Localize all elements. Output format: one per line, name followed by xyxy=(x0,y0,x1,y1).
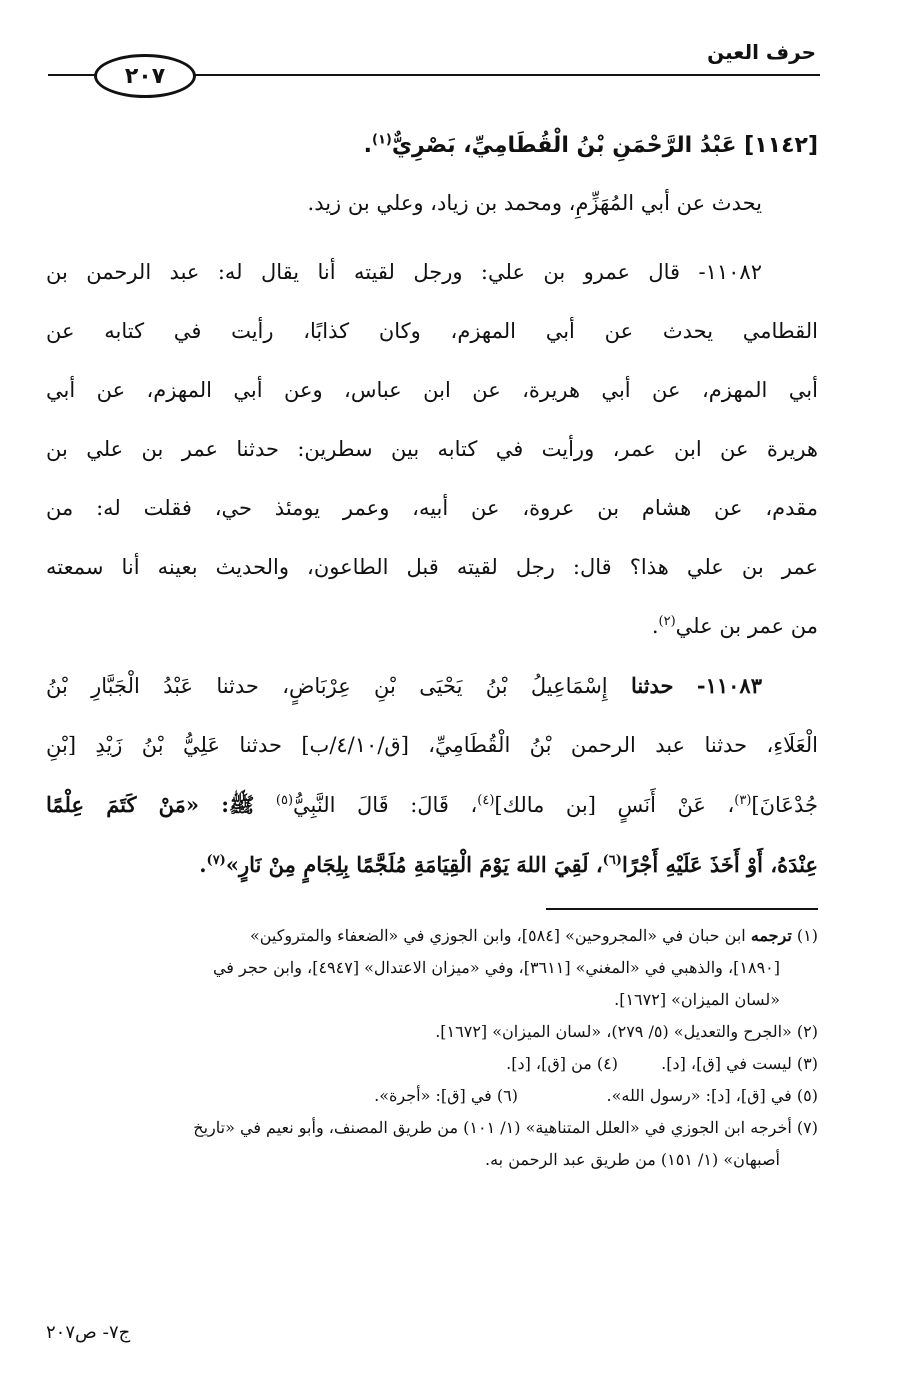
footnote-1-cont: [١٨٩٠]، والذهبي في «المغني» [٣٦١١]، وفي «ميزان الاعتدال» [٤٩٤٧]، وابن حجر في xyxy=(212,958,780,977)
footnote-1: (١) ترجمه ابن حبان في «المجروحين» [٥٨٤]، وابن الجوزي في «الضعفاء والمتروكين» xyxy=(249,926,818,945)
main-text xyxy=(46,118,818,894)
footnote-ref-4[interactable]: (٤) xyxy=(477,793,495,808)
footnote-5: (٥) في [ق]، [د]: «رسول الله». xyxy=(606,1086,818,1105)
text-line: من عمر بن علي$^{(٢)}$. xyxy=(651,614,818,638)
footnote-ref-6[interactable]: (٦) xyxy=(602,853,622,868)
text-line: هريرة عن ابن عمر، ورأيت في كتابه بين سطرين: حدثنا عمر بن علي بن xyxy=(46,437,818,461)
footnote-ref-2[interactable]: (٢) xyxy=(658,614,676,629)
footnote-ref-5[interactable]: (٥) xyxy=(275,793,294,808)
text-line: ١١٠٨٣- حدثنا إِسْمَاعِيلُ بْنُ يَحْيَى بْنِ عِرْبَاضٍ، حدثنا عَبْدُ الْجَبَّارِ بْنُ xyxy=(46,673,762,698)
entry-heading: [١١٤٢] عَبْدُ الرَّحْمَنِ بْنُ الْقُطَامِيِّ، بَصْرِيٌّ$^{(١)}$. xyxy=(363,132,818,158)
text-line: القطامي يحدث عن أبي المهزم، وكان كذابًا، رأيت في كتابه عن xyxy=(46,319,818,343)
page-number: ٢٠٧ xyxy=(124,63,166,89)
text-line: جُدْعَانَ]$^{(٣)}$، عَنْ أَنَسٍ [بن مالك]$^{(٤)}$، قَالَ: قَالَ النَّبِيُّ$^{(٥)}$ ﷺ: «مَنْ كَتَمَ عِلْمًا xyxy=(46,792,818,817)
text-line: الْعَلَاءِ، حدثنا عبد الرحمن بْنُ الْقُطَامِيِّ، [ق/٤/١٠/ب] حدثنا عَلِيُّ بْنُ زَيْدِ [بْنِ xyxy=(46,733,818,757)
footnote-rule xyxy=(546,908,818,910)
footnote-ref-1[interactable]: (١) xyxy=(372,132,392,148)
volume-page-mark: ج٧- ص٢٠٧ xyxy=(46,1322,131,1343)
footnote-row xyxy=(46,1048,818,1080)
footnote-3: (٣) ليست في [ق]، [د]. xyxy=(661,1054,818,1073)
footnote-ref-7[interactable]: (٧) xyxy=(206,853,226,868)
footnote-2: (٢) «الجرح والتعديل» (٥/ ٢٧٩)، «لسان الميزان» [١٦٧٢]. xyxy=(435,1022,818,1041)
text-line: عِنْدَهُ، أَوْ أَخَذَ عَلَيْهِ أَجْرًا$^{(٦)}$، لَقِيَ اللهَ يَوْمَ الْقِيَامَةِ مُلَجَّمًا بِلِجَامٍ مِنْ نَارٍ»$^{(٧)}$. xyxy=(199,852,818,877)
footnote-7-cont: أصبهان» (١/ ١٥١) من طريق عبد الرحمن به. xyxy=(485,1150,780,1169)
footnote-7: (٧) أخرجه ابن الجوزي في «العلل المتناهية» (١/ ١٠١) من طريق المصنف، وأبو نعيم في «تاريخ xyxy=(193,1118,818,1137)
footnote-6: (٦) في [ق]: «أجرة». xyxy=(374,1086,518,1105)
text-line: ١١٠٨٢- قال عمرو بن علي: ورجل لقيته أنا يقال له: عبد الرحمن بن xyxy=(46,260,762,284)
footnote-1-cont: «لسان الميزان» [١٦٧٢]. xyxy=(614,990,780,1009)
section-title: حرف العين xyxy=(707,40,816,64)
hadith-11082 xyxy=(46,243,818,656)
hadith-11083 xyxy=(46,656,818,894)
text-line: أبي المهزم، عن أبي هريرة، عن ابن عباس، وعن أبي المهزم، عن أبي xyxy=(46,378,818,402)
text-line: عمر بن علي هذا؟ قال: رجل لقيته قبل الطاعون، والحديث بعينه أنا سمعته xyxy=(46,555,818,579)
footnote-row xyxy=(46,1080,818,1112)
footnote-ref-3[interactable]: (٣) xyxy=(734,793,752,808)
page-number-badge xyxy=(94,54,196,98)
footnotes xyxy=(46,920,818,1176)
footnote-4: (٤) من [ق]، [د]. xyxy=(506,1054,618,1073)
text-line: مقدم، عن هشام بن عروة، عن أبيه، وعمر يومئذ حي، فقلت له: من xyxy=(46,496,818,520)
entry-intro: يحدث عن أبي المُهَزِّمِ، ومحمد بن زياد، وعلي بن زيد. xyxy=(307,191,762,215)
